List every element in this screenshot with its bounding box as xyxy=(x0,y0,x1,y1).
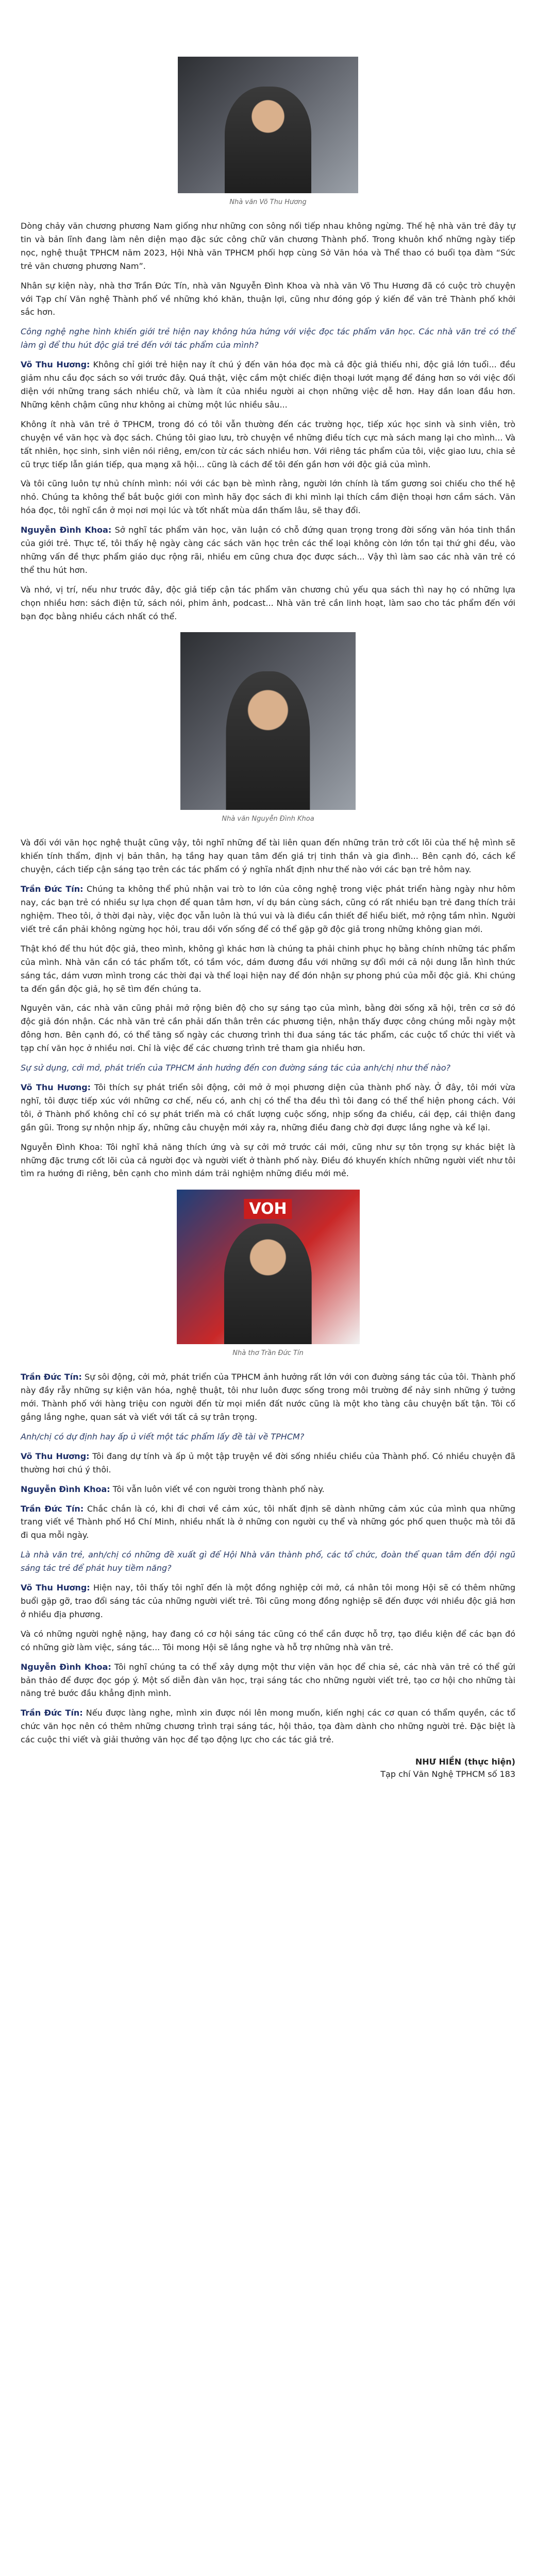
speaker-name: Võ Thu Hương: xyxy=(21,1583,90,1593)
article-paragraph xyxy=(21,1628,515,1654)
speaker-name: Nguyễn Đình Khoa: xyxy=(21,1662,111,1672)
paragraph-text: Dòng chảy văn chương phương Nam giống như những con sông nối tiếp nhau không ngừng. Thế hệ nhà văn trẻ đây tự tin và bản lĩnh đang làm nên diện mạo đặc sức công chữ văn chương Thành phố. Trong khuôn khổ những ngày tiếp nọc, nghệ thuật TPHCM năm 2023, Hội Nhà văn TPHCM phối hợp cùng Sở Văn hóa và Thể thao có buổi tọa đàm “Sức trẻ văn chương phương Nam”. xyxy=(21,221,515,271)
speaker-name: Võ Thu Hương: xyxy=(21,1451,90,1461)
article-paragraph xyxy=(21,836,515,876)
speaker-name: Nguyễn Đình Khoa: xyxy=(21,525,112,535)
article-paragraph xyxy=(21,1502,515,1543)
photo-figure-3 xyxy=(21,1190,515,1357)
author-photo-1 xyxy=(178,57,358,193)
photo-caption-1: Nhà văn Võ Thu Hương xyxy=(229,198,307,206)
paragraph-text: Sự sôi động, cởi mở, phát triển của TPHCM ảnh hưởng rất lớn với con đường sáng tác của tôi. Thành phố này đầy rẫy những sự kiện văn hóa, nghệ thuật, tôi như luôn được sống trong môi trường để nảy sinh những ý tưởng mới. Thành phố với hàng triệu con người đến từ mọi miền đất nước cũng là một kho tàng câu chuyện bất tận. Tôi cố gắng lắng nghe, quan sát và viết với tất cả sự trân trọng. xyxy=(21,1372,515,1422)
author-photo-2 xyxy=(180,632,356,810)
author-photo-3 xyxy=(177,1190,360,1344)
article-paragraph xyxy=(21,1483,515,1496)
paragraph-text: Không chỉ giới trẻ hiện nay ít chú ý đến văn hóa đọc mà cả độc giả thiếu nhi, độc giả lớn tuổi... đều giảm nhu cầu đọc sách so với trước đây. Quá thật, việc cầm một chiếc điện thoại lướt mạng để đáng hơn so với việc đối diện với những trang sách nhiều chữ, và làm ít của nhiều người ai chọn những việc dễ hơn. Hay dần loan đầu hơn. Những kênh chậm cũng như không ai chừng một lúc nhiều sâu... xyxy=(21,360,515,410)
article-paragraph xyxy=(21,942,515,996)
paragraph-text: Và đối với văn học nghệ thuật cũng vậy, tôi nghĩ những để tài liên quan đến những trăn trở cốt lõi của thế hệ mình sẽ khiến tính thẩm, định vị bản thân, hạ tầng hay quan tâm đến giá trị tinh thần và gia đình... Bên cạnh đó, cách kể chuyện, cách tiếp cận sáng tạo trên các tác phẩm có ý nghĩa nhất định như thế nào với các bạn trẻ hôm nay. xyxy=(21,838,515,875)
interview-question xyxy=(21,1061,515,1075)
article-paragraph xyxy=(21,279,515,319)
signature-author: NHƯ HIỀN (thực hiện) xyxy=(415,1757,515,1767)
paragraph-text: Là nhà văn trẻ, anh/chị có những đề xuất gì để Hội Nhà văn thành phố, các tổ chức, đoàn thể quan tâm đến đội ngũ sáng tác trẻ để phát huy tiềm năng? xyxy=(21,1550,515,1573)
article-paragraph xyxy=(21,1706,515,1747)
article-paragraph xyxy=(21,1660,515,1701)
paragraph-text: Nhân sự kiện này, nhà thơ Trần Đức Tín, nhà văn Nguyễn Đình Khoa và nhà văn Võ Thu Hương đã có cuộc trò chuyện với Tạp chí Văn nghệ Thành phố về những khó khăn, thuận lợi, cũng như đóng góp ý kiến để văn trẻ Thành phố khởi sắc hơn. xyxy=(21,280,515,317)
photo-figure-1 xyxy=(21,0,515,206)
speaker-name: Trần Đức Tín: xyxy=(21,1708,83,1718)
paragraph-text: Sở nghĩ tác phẩm văn học, văn luận có chỗ đứng quan trọng trong đời sống văn hóa tinh thần của giới trẻ. Thực tế, tôi thấy hệ ngày càng các sách văn học trên các thể loại không còn lớn tồn tại thứ ghi đều, vào những vấn đề thực phẩm giáo dục rộng rãi, nhiều em cũng chưa đọc được sách... Vậy thì làm sao các nhà văn trẻ có thể thu hút hơn. xyxy=(21,525,515,575)
paragraph-text: Và tôi cũng luôn tự nhủ chính mình: nói với các bạn bè mình rằng, người lớn chính là tấm gương soi chiếu cho thế hệ nhỏ. Chúng ta không thể bắt buộc giới con mình hãy đọc sách đi khi mình lại thích cầm điện thoại hơn cầm sách. Văn hóa đọc, tôi nghĩ cần ở mọi nơi mọi lúc và tốt nhất mùa dần thấm lâu, sẽ thay đổi. xyxy=(21,479,515,516)
article xyxy=(21,0,515,1781)
article-paragraph xyxy=(21,523,515,577)
signature-source: Tạp chí Văn Nghệ TPHCM số 183 xyxy=(380,1769,515,1780)
interview-question xyxy=(21,325,515,352)
paragraph-text: Thật khó để thu hút độc giả, theo mình, không gì khác hơn là chúng ta phải chinh phục họ bằng chính những tác phẩm của mình. Nhà văn cần có tác phẩm tốt, có tầm vóc, dám đương đầu với những sự đổi mới cả nội dung lẫn hình thức sáng tác, dám vươn mình trong các thời đại và thể loại hiện nay để đón nhận sự phong phú của mỗi độc giả. Khi chúng ta đến gần độc giả, họ sẽ tìm đến chúng ta. xyxy=(21,943,515,994)
article-paragraph xyxy=(21,477,515,517)
article-paragraph xyxy=(21,1002,515,1055)
speaker-name: Trần Đức Tín: xyxy=(21,1372,82,1382)
paragraph-text: Tôi thích sự phát triển sôi động, cởi mở ở mọi phương diện của thành phố này. Ở đây, tôi mới vừa nghĩ, tôi được tiếp xúc với những cơ chế, nếu có, anh chị có thể tha đều thì tôi đang có thể thể hiện phong cách. Với tôi, ở Thành phố không chỉ có sự phát triển mà có chất lượng cuộc sống, nhịp sống đa chiều, cái đẹp, cái thiện đang gần gũi. Trong sự nhộn nhịp ấy, những câu chuyện mới xảy ra, những điều đang chờ đợi được lắng nghe và kể lại. xyxy=(21,1082,515,1132)
speaker-name: Trần Đức Tín: xyxy=(21,1503,84,1514)
article-paragraph xyxy=(21,219,515,273)
interview-question xyxy=(21,1430,515,1444)
speaker-name: Võ Thu Hương: xyxy=(21,360,90,370)
paragraph-text: Sự sử dụng, cởi mở, phát triển của TPHCM ảnh hưởng đến con đường sáng tác của anh/chị như thế nào? xyxy=(21,1063,451,1073)
paragraph-text: Nếu được làng nghe, mình xin được nói lên mong muốn, kiến nghị các cơ quan có thẩm quyền, các tổ chức văn học nên có thêm những chương trình trại sáng tác, hội thảo, tọa đàm dành cho những người trẻ. Đặc biệt là các cuộc thi viết và giải thưởng văn học để tạo động lực cho các tác giả trẻ. xyxy=(21,1708,515,1745)
voh-banner: VOH xyxy=(244,1199,292,1219)
paragraph-text: Anh/chị có dự định hay ấp ủ viết một tác phẩm lấy đề tài về TPHCM? xyxy=(21,1431,305,1442)
paragraph-text: Công nghệ nghe hình khiến giới trẻ hiện nay không hứa hứng với việc đọc tác phẩm văn học. Các nhà văn trẻ có thể làm gì để thu hút độc giả trẻ đến với tác phẩm của mình? xyxy=(21,327,515,350)
paragraph-text: Và nhớ, vị trí, nếu như trước đây, độc giả tiếp cận tác phẩm văn chương chủ yếu qua sách thì nay họ có những lựa chọn nhiều hơn: sách điện tử, sách nói, phim ảnh, podcast... Nhà văn trẻ cần linh hoạt, làm sao cho tác phẩm đến với bạn đọc bằng nhiều cách nhất có thể. xyxy=(21,584,515,621)
article-paragraph xyxy=(21,1581,515,1621)
speaker-name: Võ Thu Hương: xyxy=(21,1082,91,1092)
article-paragraph xyxy=(21,1081,515,1134)
paragraph-text: Hiện nay, tôi thấy tôi nghĩ đến là một đồng nghiệp cởi mở, cá nhân tôi mong Hội sẽ có thêm những buổi gặp gỡ, trao đổi sáng tác của những người viết trẻ. Tôi cũng mong đồng nghiệp sẽ đến được với nhiều độc giả hơn ở nhiều địa phương. xyxy=(21,1583,515,1619)
paragraph-text: Nguyên văn, các nhà văn cũng phải mở rộng biên độ cho sự sáng tạo của mình, bằng đời sống xã hội, trên cơ sở đó độc giả đón nhận. Các nhà văn trẻ cần phải dấn thân trên các phương tiện, nhận thấy được công chúng mỗi ngày một đông hơn. Bên cạnh đó, có thể tăng số ngày các chương trình thi đua sáng tác tác phẩm, các cuộc tổ chức thi viết và tạp chí văn học ở nhiều nơi. Chỉ là việc để các chương trình trẻ tham gia nhiều hơn. xyxy=(21,1003,515,1054)
section-3 xyxy=(21,1370,515,1747)
article-paragraph xyxy=(21,358,515,412)
paragraph-text: Tôi đang dự tính và ấp ủ một tập truyện về đời sống nhiều chiều của Thành phố. Có nhiều chuyện đã thường hơi chú ý thôi. xyxy=(21,1451,515,1475)
paragraph-text: Nguyễn Đình Khoa: Tôi nghĩ khả năng thích ứng và sự cởi mở trước cái mới, cũng như sự tôn trọng sự khác biệt là những đặc trưng cốt lõi của cả người đọc và người viết ở thành phố này. Điều đó khuyến khích những người viết như tôi tìm ra hướng đi riêng, bên cạnh cho mình dám trải nghiệm những điều mới mẻ. xyxy=(21,1142,515,1179)
article-paragraph xyxy=(21,583,515,623)
article-paragraph xyxy=(21,418,515,471)
article-paragraph xyxy=(21,1370,515,1424)
section-2 xyxy=(21,836,515,1180)
photo-figure-2 xyxy=(21,632,515,823)
article-paragraph xyxy=(21,1141,515,1181)
article-paragraph xyxy=(21,1450,515,1477)
paragraph-text: Tôi vẫn luôn viết về con người trong thành phố này. xyxy=(112,1484,325,1494)
paragraph-text: Tôi nghĩ chúng ta có thể xây dựng một thư viện văn học để chia sẻ, các nhà văn trẻ có thể gửi bản thảo để được đọc góp ý. Một số diễn đàn văn học, trại sáng tác cho những người viết trẻ, tạo cơ hội cho những tài năng trẻ bước đầu khẳng định mình. xyxy=(21,1662,515,1699)
interview-question xyxy=(21,1548,515,1575)
photo-caption-3: Nhà thơ Trần Đức Tín xyxy=(232,1349,304,1358)
paragraph-text: Chúng ta không thể phủ nhận vai trò to lớn của công nghệ trong việc phát triển hàng ngày như hôm nay, các bạn trẻ có nhiều sự lựa chọn để quan tâm hơn, ví dụ bán cùng sách, cũng có rất nhiều bạn trẻ đang thích trải nghiệm. Theo tôi, ở thời đại này, việc đọc vẫn luôn là thú vui và là điều cần thiết để hiểu biết, mở rộng tầm nhìn. Người viết trẻ cần phải không ngừng học hỏi, trau dồi vốn sống để có thể gặp gỡ độc giả trong những không gian mới. xyxy=(21,884,516,934)
speaker-name: Trần Đức Tín: xyxy=(21,884,83,894)
speaker-name: Nguyễn Đình Khoa: xyxy=(21,1484,110,1494)
article-paragraph xyxy=(21,883,515,936)
photo-caption-2: Nhà văn Nguyễn Đình Khoa xyxy=(222,815,314,823)
paragraph-text: Chắc chắn là có, khi đi chơi về cảm xúc, tôi nhất định sẽ dành những cảm xúc của mình qua những trang viết về Thành phố Hồ Chí Minh, nhiều nhất là ở những con người cụ thể và những góc phố quen thuộc mà tôi đã đi qua mỗi ngày. xyxy=(21,1503,516,1540)
paragraph-text: Không ít nhà văn trẻ ở TPHCM, trong đó có tôi vẫn thường đến các trường học, tiếp xúc học sinh và sinh viên, trò chuyện về văn học và đọc sách. Chúng tôi giao lưu, trò chuyện về những điều tích cực mà sách mang lại cho mình... Và tất nhiên, học sinh, sinh viên nói riêng, em/con từ các sách nhiều hơn. Với riêng tác phẩm của tôi, việc giao lưu, chia sẻ cũ trực tiếp lẫn gián tiếp, qua mạng xã hội... cũng là cách để tôi đến gần hơn với độc giả của mình. xyxy=(21,419,515,469)
paragraph-text: Và có những người nghệ nặng, hay đang có cơ hội sáng tác cũng có thể cần được hỗ trợ, tạo điều kiện để các bạn đó có những giờ làm việc, sáng tác... Tôi mong Hội sẽ lắng nghe và hỗ trợ những nhà văn trẻ. xyxy=(21,1629,515,1652)
signature xyxy=(21,1756,515,1781)
section-1 xyxy=(21,219,515,623)
